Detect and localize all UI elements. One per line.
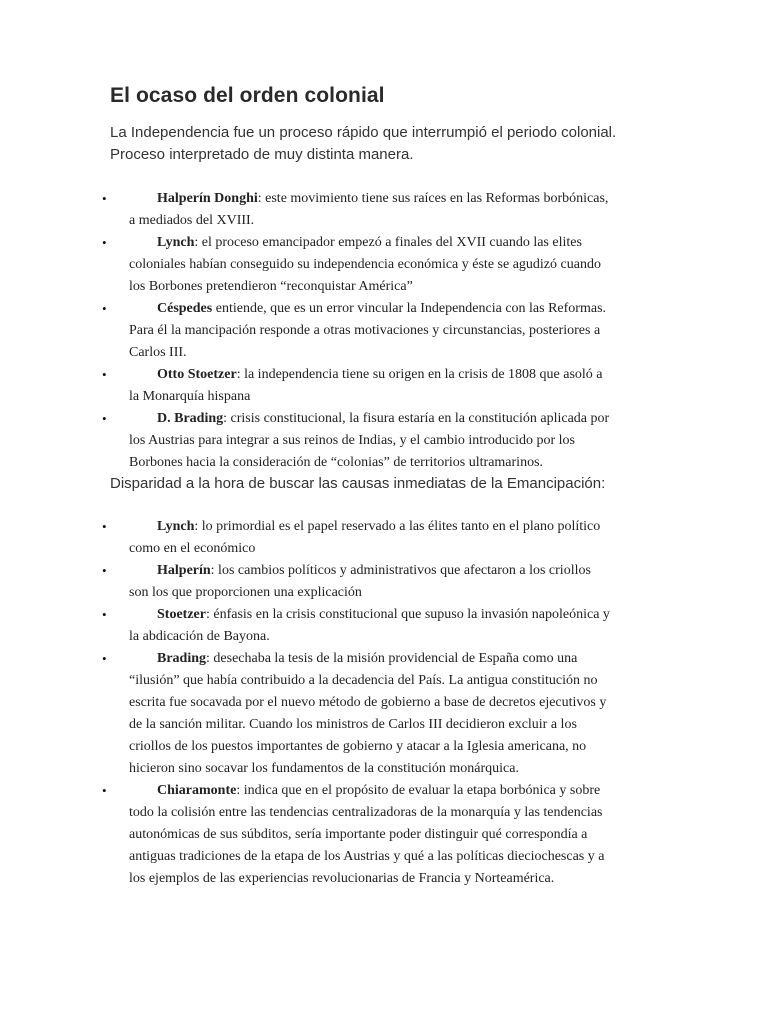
text-line (129, 430, 659, 452)
text-line (129, 188, 659, 210)
line-text: Carlos III. (129, 345, 187, 360)
line-text: criollos de los puestos importantes de gobierno y atacar a la Iglesia americana, no (129, 739, 587, 754)
line-text: antiguas tradiciones de la etapa de los Austrias y qué a las políticas dieciochescas y a (129, 849, 605, 864)
line-text: : la independencia tiene su origen en la crisis de 1808 que asoló a (236, 367, 603, 382)
interpretation-item (0, 188, 659, 232)
author-name: Halperín (157, 563, 211, 578)
line-text: la Monarquía hispana (129, 389, 251, 404)
interpretation-item (0, 364, 659, 408)
bullet-icon: • (102, 191, 107, 206)
text-line (129, 276, 659, 298)
line-text: todo la colisión entre las tendencias centralizadoras de la monarquía y las tendencias (129, 805, 603, 820)
list-item-text (129, 560, 659, 604)
bullet-icon: • (102, 651, 107, 666)
author-name: Brading (157, 651, 207, 666)
line-text: : los cambios políticos y administrativos que afectaron a los criollos (210, 563, 591, 578)
author-name: Otto Stoetzer (157, 367, 237, 382)
intro-paragraph (110, 122, 670, 166)
text-line (129, 408, 659, 430)
interpretations-list (0, 188, 659, 474)
text-line (129, 736, 659, 758)
cause-item (0, 516, 659, 560)
list-item-text (129, 516, 659, 560)
line-text: los Austrias para integrar a sus reinos de Indias, y el cambio introducido por los (129, 433, 575, 448)
text-line (129, 386, 659, 408)
text-line (129, 452, 659, 474)
line-text: coloniales habían conseguido su independencia económica y éste se agudizó cuando (129, 257, 601, 272)
author-name: Stoetzer (157, 607, 206, 622)
text-line (129, 254, 659, 276)
text-line (129, 670, 659, 692)
text-line (129, 342, 659, 364)
line-text: de la sanción militar. Cuando los ministros de Carlos III decidieron excluir a los (129, 717, 577, 732)
line-text: entiende, que es un error vincular la Independencia con las Reformas. (212, 301, 607, 316)
text-line (129, 232, 659, 254)
line-text: autonómicas de sus súbditos, sería importante poder distinguir qué correspondía a (129, 827, 588, 842)
text-line (129, 802, 659, 824)
text-line (129, 824, 659, 846)
text-line (129, 868, 659, 890)
line-text: : indica que en el propósito de evaluar la etapa borbónica y sobre (236, 783, 601, 798)
bullet-icon: • (102, 301, 107, 316)
cause-item (0, 604, 659, 648)
section-heading: Disparidad a la hora de buscar las causas inmediatas de la Emancipación: (110, 475, 606, 492)
list-item-text (129, 298, 659, 364)
text-line (129, 582, 659, 604)
list-item-text (129, 408, 659, 474)
causes-list (0, 516, 659, 890)
text-line (129, 516, 659, 538)
bullet-icon: • (102, 519, 107, 534)
text-line (129, 758, 659, 780)
author-name: Céspedes (157, 301, 213, 316)
interpretation-item (0, 408, 659, 474)
text-line (129, 210, 659, 232)
list-item-text (129, 604, 659, 648)
line-text: escrita fue socavada por el nuevo método de gobierno a base de decretos ejecutivos y (129, 695, 607, 710)
text-line (129, 560, 659, 582)
line-text: : énfasis en la crisis constitucional que supuso la invasión napoleónica y (205, 607, 610, 622)
line-text: a mediados del XVIII. (129, 213, 255, 228)
list-item-text (129, 648, 659, 780)
intro-line: Proceso interpretado de muy distinta manera. (110, 146, 414, 163)
line-text: los ejemplos de las experiencias revolucionarias de Francia y Norteamérica. (129, 871, 555, 886)
line-text: : crisis constitucional, la fisura estaría en la constitución aplicada por (223, 411, 610, 426)
text-line (129, 626, 659, 648)
cause-item (0, 560, 659, 604)
line-text: : este movimiento tiene sus raíces en las Reformas borbónicas, (257, 191, 609, 206)
author-name: Lynch (157, 519, 195, 534)
text-line (129, 320, 659, 342)
intro-line: La Independencia fue un proceso rápido que interrumpió el periodo colonial. (110, 124, 617, 141)
author-name: Lynch (157, 235, 195, 250)
bullet-icon: • (102, 563, 107, 578)
text-line (129, 692, 659, 714)
text-line (129, 364, 659, 386)
author-name: D. Brading (157, 411, 224, 426)
text-line (129, 846, 659, 868)
cause-item (0, 648, 659, 780)
text-line (129, 604, 659, 626)
line-text: los Borbones pretendieron “reconquistar América” (129, 279, 413, 294)
bullet-icon: • (102, 411, 107, 426)
interpretation-item (0, 232, 659, 298)
line-text: hicieron sino socavar los fundamentos de la constitución monárquica. (129, 761, 519, 776)
text-line (129, 538, 659, 560)
text-line (129, 648, 659, 670)
cause-item (0, 780, 659, 890)
text-line (129, 298, 659, 320)
list-item-text (129, 232, 659, 298)
line-text: : desechaba la tesis de la misión providencial de España como una (206, 651, 578, 666)
page-title: El ocaso del orden colonial (110, 84, 385, 107)
author-name: Halperín Donghi (157, 191, 258, 206)
line-text: como en el económico (129, 541, 256, 556)
bullet-icon: • (102, 235, 107, 250)
author-name: Chiaramonte (157, 783, 237, 798)
list-item-text (129, 780, 659, 890)
interpretation-item (0, 298, 659, 364)
line-text: : el proceso emancipador empezó a finales del XVII cuando las elites (194, 235, 582, 250)
line-text: la abdicación de Bayona. (129, 629, 270, 644)
text-line (129, 714, 659, 736)
line-text: Para él la mancipación responde a otras motivaciones y circunstancias, posteriores a (129, 323, 601, 338)
bullet-icon: • (102, 607, 107, 622)
list-item-text (129, 364, 659, 408)
line-text: Borbones hacia la consideración de “colonias” de territorios ultramarinos. (129, 455, 544, 470)
line-text: : lo primordial es el papel reservado a las élites tanto en el plano político (194, 519, 601, 534)
bullet-icon: • (102, 367, 107, 382)
list-item-text (129, 188, 659, 232)
line-text: son los que proporcionen una explicación (129, 585, 362, 600)
bullet-icon: • (102, 783, 107, 798)
text-line (129, 780, 659, 802)
line-text: “ilusión” que había contribuido a la decadencia del País. La antigua constitución no (129, 673, 598, 688)
